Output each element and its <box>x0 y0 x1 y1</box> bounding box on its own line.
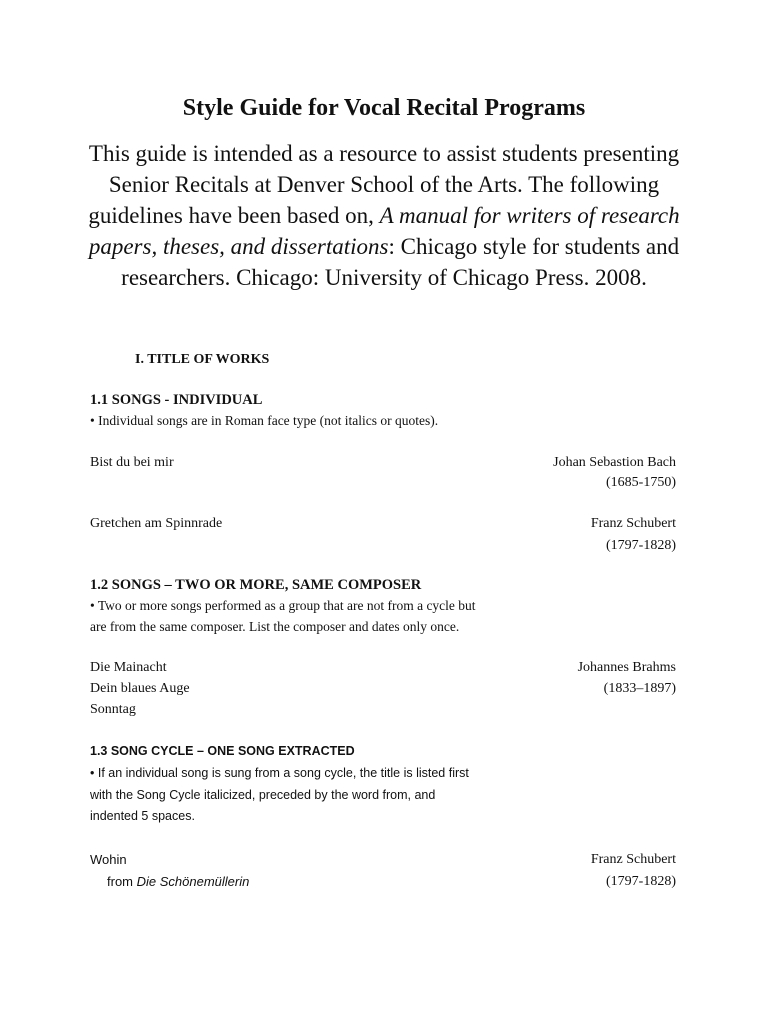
dates-brahms: (1833–1897) <box>603 681 676 696</box>
note-1-3-line-2: with the Song Cycle italicized, preceded by the word from, and <box>90 788 436 802</box>
song-title-wohin: Wohin <box>90 852 127 867</box>
song-title-sonntag: Sonntag <box>90 702 136 717</box>
song-cycle-title: Die Schönemüllerin <box>136 874 250 889</box>
note-1-3-line-1: • If an individual song is sung from a song cycle, the title is listed first <box>90 766 469 780</box>
intro-paragraph <box>70 138 698 293</box>
example-composer-schubert: Franz Schubert <box>590 516 676 531</box>
example-title-bist-du-bei-mir: Bist du bei mir <box>90 455 174 470</box>
example-composer-bach: Johan Sebastion Bach <box>553 455 676 470</box>
song-title-dein-blaues-auge: Dein blaues Auge <box>90 681 190 696</box>
intro-text-start: This guide is intended as a resource to assist students presenting Senior Recitals at Denver School of the Arts. The following guidelines have been based on, <box>88 141 680 228</box>
from-word: from <box>107 874 137 889</box>
composer-brahms: Johannes Brahms <box>577 660 676 675</box>
section-heading-title-of-works: I. TITLE OF WORKS <box>135 352 270 367</box>
page-title: Style Guide for Vocal Recital Programs <box>182 95 586 121</box>
note-1-1: • Individual songs are in Roman face type (not italics or quotes). <box>90 413 439 428</box>
song-cycle-line <box>90 871 249 892</box>
intro-italic-citation: A manual for writers of research papers, theses, and dissertations <box>88 203 680 259</box>
subheading-1-3: 1.3 SONG CYCLE – ONE SONG EXTRACTED <box>90 744 355 758</box>
example-title-gretchen: Gretchen am Spinnrade <box>90 516 223 531</box>
subheading-1-2: 1.2 SONGS – TWO OR MORE, SAME COMPOSER <box>90 577 422 593</box>
intro-text-end: : Chicago style for students and researchers. Chicago: University of Chicago Press. 2008. <box>121 234 680 290</box>
note-1-3-line-3: indented 5 spaces. <box>90 809 195 823</box>
note-1-2-line-2: are from the same composer. List the composer and dates only once. <box>90 619 460 634</box>
dates-schubert-cycle: (1797-1828) <box>606 874 676 889</box>
composer-schubert-cycle: Franz Schubert <box>590 852 676 867</box>
note-1-2-line-1: • Two or more songs performed as a group that are not from a cycle but <box>90 598 476 613</box>
subheading-1-1: 1.1 SONGS - INDIVIDUAL <box>90 392 263 408</box>
song-title-die-mainacht: Die Mainacht <box>90 660 167 675</box>
example-dates-schubert: (1797-1828) <box>606 538 676 553</box>
example-dates-bach: (1685-1750) <box>606 475 676 490</box>
